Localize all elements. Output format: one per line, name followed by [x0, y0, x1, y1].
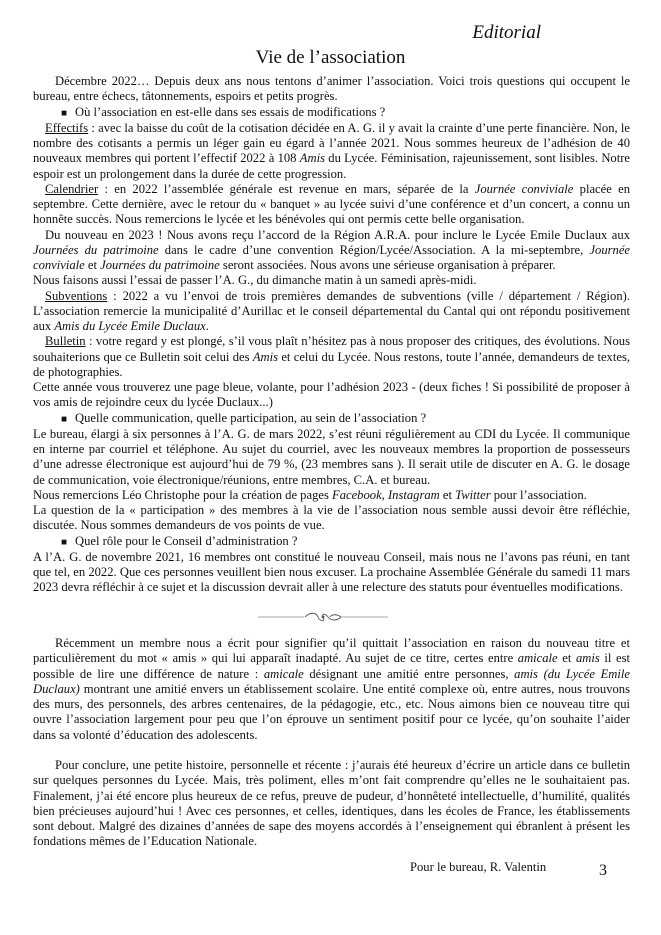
- subventions-paragraph: Subventions : 2022 a vu l’envoi de trois premières demandes de subventions (ville / département / Région). L’association remercie la municipalité d’Aurillac et le conseil départemental du Cantal qui ont répondu positivement aux Amis du Lycée Emile Duclaux.: [33, 288, 630, 333]
- conclusion-section: [33, 758, 630, 850]
- amicale-paragraph: Récemment un membre nous a écrit pour signifier qu’il quittait l’association en raison du nouveau titre et particulièrement du mot « amis » qui lui apparaît inadapté. Au sujet de ce titre, certes entre amicale et amis il est possible de lire une différence de nature : amicale désignant une amitié entre personnes, amis (du Lycée Emile Duclaux) montrant une amitié envers un établissement scolaire. Une entité complexe où, entre autres, nous trouvons des murs, des personnels, des arbres centenaires, de la pédagogie, etc., etc. Nous aimons bien ce nouveau titre qui ouvre l’association largement pour peu que l’on éprouve un sentiment positif pour ce lycée, qu’on souhaite l’aider dans sa volonté d’éducation des adolescents.: [33, 636, 630, 742]
- nouveau-paragraph: Du nouveau en 2023 ! Nous avons reçu l’accord de la Région A.R.A. pour inclure le Lycée Emile Duclaux aux Journées du patrimoine dans le cadre d’une convention Région/Lycée/Association. A la mi-septembre, Journée conviviale et Journées du patrimoine seront associées. Nous avons une sérieuse organisation à préparer.: [33, 227, 630, 272]
- signature: Pour le bureau, R. Valentin: [410, 860, 547, 874]
- communication-paragraph: Le bureau, élargi à six personnes à l’A. G. de mars 2022, s’est réuni régulièrement au CDI du Lycée. Il communique en interne par courriel et téléphone. Au sujet du courriel, avec les nouveaux membres la proportion de possesseurs d’une adresse électronique est aujourd’hui de 79 %, (23 membres sans ). Il serait utile de discuter en A. G. le dosage de communication, voie électronique/réunions, entre membres, C.A. et bureau.: [33, 426, 630, 487]
- square-bullet-icon: ■: [61, 107, 68, 119]
- calendrier-paragraph: Calendrier : en 2022 l’assemblée générale est revenue en mars, séparée de la Journée conviviale placée en septembre. Cette dernière, avec le retour du « banquet » au lycée suivi d’une conférence et d’un concert, a connu un honnête succès. Nous remercions le lycée et les bénévoles qui ont permis cette belle organisation.: [33, 181, 630, 227]
- bulletin-label: Bulletin: [45, 334, 86, 349]
- square-bullet-icon: ■: [61, 536, 68, 548]
- editorial-body: [33, 74, 630, 596]
- question-2: ■ Quelle communication, quelle participation, au sein de l’association ?: [33, 411, 630, 427]
- intro-paragraph: Décembre 2022… Depuis deux ans nous tentons d’animer l’association. Voici trois questions qui occupent le bureau, entre échecs, tâtonnements, espoirs et petits progrès.: [33, 74, 630, 104]
- question-3: ■ Quel rôle pour le Conseil d’administration ?: [33, 534, 630, 550]
- thanks-line: Nous remercions Léo Christophe pour la création de pages Facebook, Instagram et Twitter pour l’association.: [33, 487, 587, 502]
- effectifs-label: Effectifs: [45, 120, 89, 135]
- question-1: ■ Où l’association en est-elle dans ses essais de modifications ?: [33, 105, 630, 121]
- calendrier-label: Calendrier: [45, 181, 99, 196]
- amicale-section: [33, 636, 630, 743]
- effectifs-paragraph: Effectifs : avec la baisse du coût de la cotisation décidée en A. G. il y avait la crainte d’une perte financière. Non, le nombre des cotisants a permis un léger gain eu égard à l’année 2021. Nous sommes heureux de l’adhésion de 40 nouveaux membres qui portent l’effectif 2022 à 108 Amis du Lycée. Féminisation, rajeunissement, sont lisibles. Notre espoir est un prolongement dans la durée de cette progression.: [33, 120, 631, 181]
- participation-paragraph: La question de la « participation » des membres à la vie de l’association nous semble aussi devoir être réfléchie, discutée. Nous sommes demandeurs de vos points de vue.: [33, 503, 630, 533]
- ornamental-divider-icon: [258, 610, 388, 624]
- page-title: Vie de l’association: [255, 47, 406, 68]
- square-bullet-icon: ■: [61, 413, 68, 425]
- bulletin-paragraph: Bulletin : votre regard y est plongé, s’il vous plaît n’hésitez pas à nous proposer des critiques, des évolutions. Nous souhaiterions que ce Bulletin soit celui des Amis et celui du Lycée. Nous restons, toute l’année, demandeurs de textes, de photographies.: [33, 334, 630, 379]
- conseil-paragraph: A l’A. G. de novembre 2021, 16 membres ont constitué le nouveau Conseil, mais nous ne l’avons pas réuni, en tant que tel, en 2022. Que ces personnes veuillent bien nous excuser. La prochaine Assemblée Générale du samedi 11 mars 2023 devra réfléchir à ce sujet et la discussion devrait aller à une relecture des statuts pour éventuelles modifications.: [33, 549, 630, 595]
- bulletin-line-2: Cette année vous trouverez une page bleue, volante, pour l’adhésion 2023 - (deux fiches ! Si possibilité de proposer à vos amis de rejoindre ceux du lycée Duclaux...): [33, 380, 630, 410]
- nouveau-line-2: Nous faisons aussi l’essai de passer l’A. G., du dimanche matin à un samedi après-midi.: [33, 273, 477, 288]
- conclusion-paragraph: Pour conclure, une petite histoire, personnelle et récente : j’aurais été heureux d’écrire un article dans ce bulletin sur quelques personnes du Lycée. Mais, très poliment, elles m’ont fait comprendre qu’elles ne le souhaitaient pas. Finalement, j’ai été encore plus heureux de ce refus, preuve de pudeur, d’honnêteté intellectuelle, d’humilité, qualités bien précieuses aujourd’hui ! Avec ces personnes, et celles, identiques, dans les écoles de France, les établissements sont debout. Malgré des dizaines d’années de sape des moyens accordés à l’enseignement qui ébranlent à présent les fondations mêmes de l’Education Nationale.: [33, 758, 630, 849]
- page-number: 3: [599, 862, 607, 879]
- section-label: Editorial: [472, 22, 541, 43]
- subventions-label: Subventions: [45, 288, 108, 303]
